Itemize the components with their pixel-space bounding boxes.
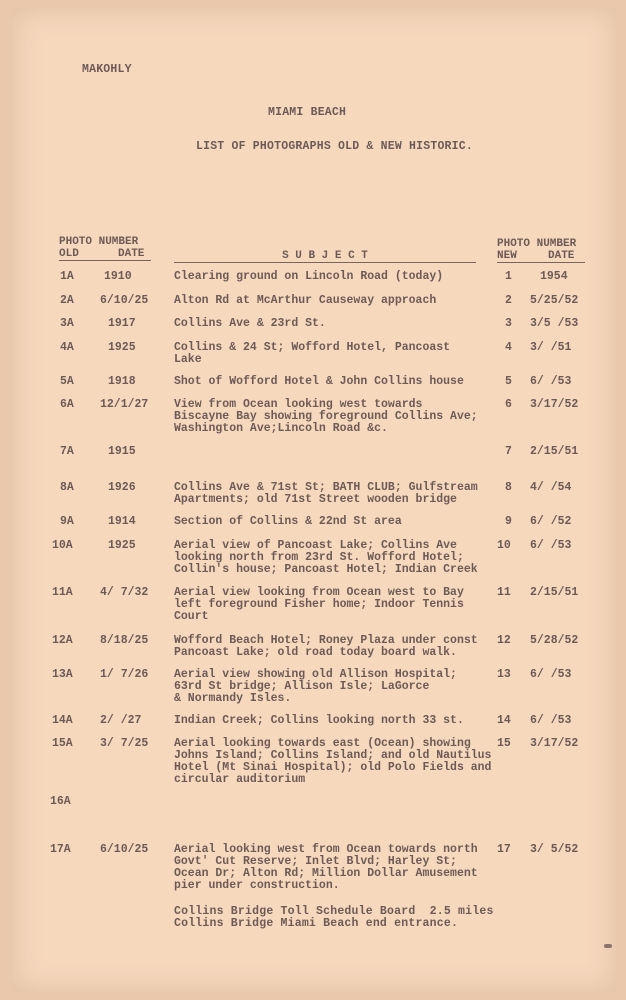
subject-text: Section of Collins & 22nd St area [174, 515, 402, 528]
old-number: 10A [52, 539, 73, 552]
table-row [0, 668, 626, 705]
table-row [0, 318, 626, 330]
new-date: 3/5 /53 [530, 317, 579, 330]
table-row [0, 586, 626, 623]
old-date: 1918 [108, 375, 136, 388]
new-number: 9 [505, 515, 512, 528]
new-number: 3 [505, 317, 512, 330]
old-date: 1914 [108, 515, 136, 528]
table-row [0, 341, 626, 366]
new-date: 6/ /52 [530, 515, 572, 528]
old-date: 6/10/25 [100, 843, 149, 856]
subject-text: Clearing ground on Lincoln Road (today) [174, 270, 444, 283]
old-number: 1A [60, 270, 74, 283]
new-number: 13 [497, 668, 511, 681]
new-date: 6/ /53 [530, 668, 572, 681]
header-old: OLD [59, 248, 151, 261]
subject-text: Indian Creek; Collins looking north 33 st. [174, 714, 464, 727]
table-row [0, 737, 626, 786]
subject-text: Aerial looking west from Ocean towards north Govt' Cut Reserve; Inlet Blvd; Harley St; Ocean Dr; Alton Rd; Million Dollar Amusement pier under construction. [174, 843, 478, 892]
old-number: 7A [60, 445, 74, 458]
subject-text: Shot of Wofford Hotel & John Collins house [174, 375, 464, 388]
new-date: 3/ /51 [530, 341, 572, 354]
old-number: 8A [60, 481, 74, 494]
table-row [0, 398, 626, 435]
subject-text: Aerial looking towards east (Ocean) showing Johns Island; Collins Island; and old Nautilus Hotel (Mt Sinai Hospital); old Polo Fields and circular auditorium [174, 737, 492, 786]
new-number: 17 [497, 843, 511, 856]
new-date: 3/ 5/52 [530, 843, 579, 856]
old-number: 4A [60, 341, 74, 354]
table-row [0, 539, 626, 576]
table-row [0, 516, 626, 528]
new-date: 4/ /54 [530, 481, 572, 494]
old-date: 8/18/25 [100, 634, 149, 647]
new-number: 4 [505, 341, 512, 354]
subject-text: Collins Ave & 71st St; BATH CLUB; Gulfstream Apartments; old 71st Street wooden bridge [174, 481, 478, 506]
subject-text: Collins & 24 St; Wofford Hotel, Pancoast Lake [174, 341, 451, 366]
old-date: 2/ /27 [100, 714, 142, 727]
old-number: 17A [50, 843, 71, 856]
table-row [0, 271, 626, 283]
page-title: MIAMI BEACH [268, 106, 347, 119]
header-date-right: DATE [548, 250, 575, 262]
table-row [0, 295, 626, 307]
header-photo-number-right: PHOTO NUMBER [497, 238, 577, 250]
old-date: 3/ 7/25 [100, 737, 149, 750]
new-date: 3/17/52 [530, 737, 579, 750]
subject-text: Alton Rd at McArthur Causeway approach [174, 294, 437, 307]
author-name: MAKOHLY [82, 63, 132, 76]
new-date: 6/ /53 [530, 714, 572, 727]
old-number: 11A [52, 586, 73, 599]
new-date: 3/17/52 [530, 398, 579, 411]
new-number: 6 [505, 398, 512, 411]
new-date: 6/ /53 [530, 539, 572, 552]
old-date: 1917 [108, 317, 136, 330]
old-date: 6/10/25 [100, 294, 149, 307]
new-date: 1954 [540, 270, 568, 283]
table-row [0, 843, 626, 892]
old-number: 14A [52, 714, 73, 727]
old-date: 1/ 7/26 [100, 668, 149, 681]
new-number: 7 [505, 445, 512, 458]
new-number: 1 [505, 270, 512, 283]
header-photo-number-left: PHOTO NUMBER [59, 236, 139, 248]
new-number: 5 [505, 375, 512, 388]
new-date: 2/15/51 [530, 445, 579, 458]
subject-text: Wofford Beach Hotel; Roney Plaza under const Pancoast Lake; old road today board walk. [174, 634, 478, 659]
table-row [0, 715, 626, 727]
new-number: 15 [497, 737, 511, 750]
old-date: 1926 [108, 481, 136, 494]
header-subject: S U B J E C T [174, 250, 476, 263]
header-new: NEW [497, 250, 585, 263]
table-row [0, 446, 626, 458]
new-number: 10 [497, 539, 511, 552]
subject-text: Aerial view of Pancoast Lake; Collins Ave looking north from 23rd St. Wofford Hotel; Collin's house; Pancoast Hotel; Indian Creek [174, 539, 478, 576]
subject-text: Collins Ave & 23rd St. [174, 317, 326, 330]
new-date: 2/15/51 [530, 586, 579, 599]
old-number: 15A [52, 737, 73, 750]
old-date: 1925 [108, 341, 136, 354]
old-date: 12/1/27 [100, 398, 149, 411]
old-date: 1925 [108, 539, 136, 552]
table-row [0, 376, 626, 388]
new-date: 5/25/52 [530, 294, 579, 307]
footer-note: Collins Bridge Toll Schedule Board 2.5 miles Collins Bridge Miami Beach end entrance. [174, 905, 494, 930]
old-number: 2A [60, 294, 74, 307]
page-subtitle: LIST OF PHOTOGRAPHS OLD & NEW HISTORIC. [196, 140, 473, 153]
old-number: 5A [60, 375, 74, 388]
new-number: 11 [497, 586, 511, 599]
subject-text: View from Ocean looking west towards Biscayne Bay showing foreground Collins Ave; Washington Ave;Lincoln Road &c. [174, 398, 478, 435]
table-row [0, 481, 626, 506]
old-date: 1910 [104, 270, 132, 283]
old-date: 1915 [108, 445, 136, 458]
new-number: 8 [505, 481, 512, 494]
header-date-left: DATE [118, 248, 145, 260]
old-number: 16A [50, 795, 71, 808]
old-number: 12A [52, 634, 73, 647]
old-number: 13A [52, 668, 73, 681]
subject-text: Aerial view looking from Ocean west to Bay left foreground Fisher home; Indoor Tennis Court [174, 586, 464, 623]
table-row [0, 634, 626, 659]
new-date: 5/28/52 [530, 634, 579, 647]
table-row [0, 796, 626, 808]
subject-text: Aerial view showing old Allison Hospital; 63rd St bridge; Allison Isle; LaGorce & Normandy Isles. [174, 668, 457, 705]
new-number: 2 [505, 294, 512, 307]
old-number: 3A [60, 317, 74, 330]
new-number: 14 [497, 714, 511, 727]
ink-mark [604, 944, 612, 948]
old-number: 9A [60, 515, 74, 528]
old-number: 6A [60, 398, 74, 411]
new-number: 12 [497, 634, 511, 647]
new-date: 6/ /53 [530, 375, 572, 388]
old-date: 4/ 7/32 [100, 586, 149, 599]
